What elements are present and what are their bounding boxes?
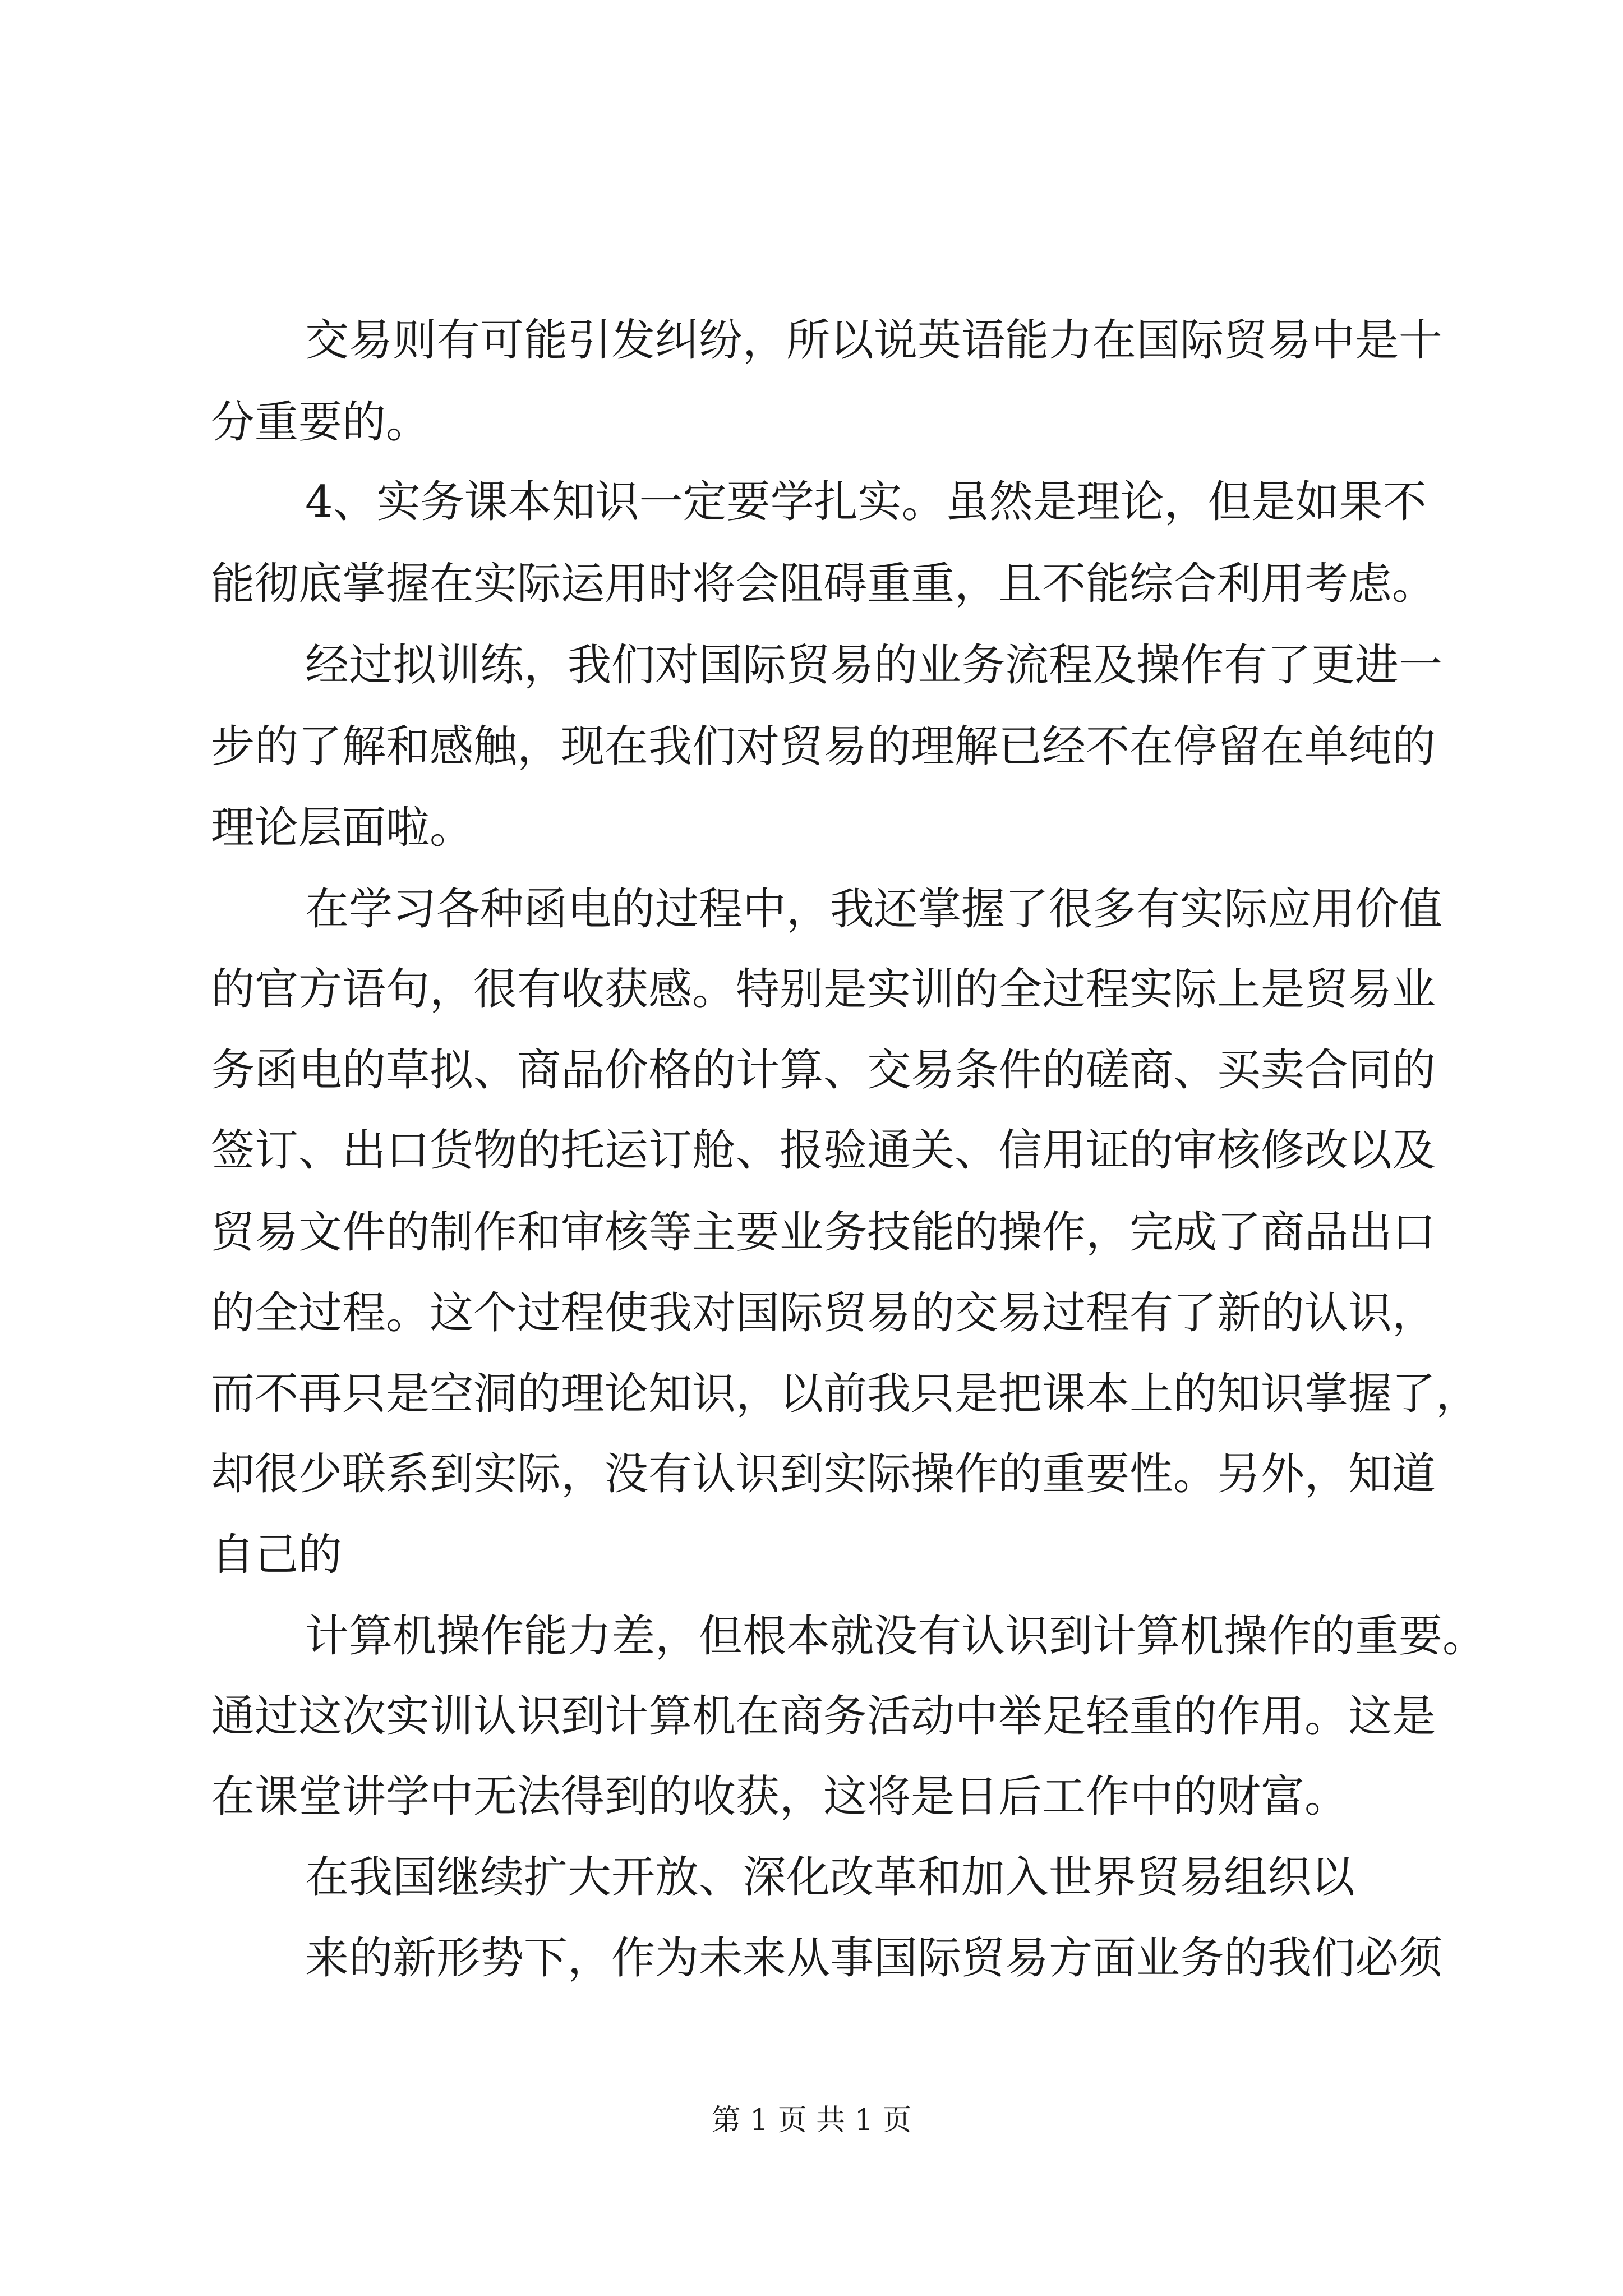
paragraph-line: 在课堂讲学中无法得到的收获，这将是日后工作中的财富。: [211, 1772, 1349, 1822]
paragraph-line: 能彻底掌握在实际运用时将会阻碍重重，且不能综合利用考虑。: [211, 559, 1436, 609]
paragraph-line: 的全过程。这个过程使我对国际贸易的交易过程有了新的认识，: [211, 1288, 1436, 1338]
paragraph-line: 交易则有可能引发纠纷，所以说英语能力在国际贸易中是十: [305, 315, 1443, 366]
paragraph-line: 在学习各种函电的过程中，我还掌握了很多有实际应用价值: [305, 884, 1443, 935]
page-number-footer: 第 1 页 共 1 页: [711, 2104, 912, 2137]
paragraph-line: 务函电的草拟、商品价格的计算、交易条件的磋商、买卖合同的: [211, 1045, 1436, 1096]
paragraph-line: 签订、出口货物的托运订舱、报验通关、信用证的审核修改以及: [211, 1125, 1436, 1176]
paragraph-line: 步的了解和感触，现在我们对贸易的理解已经不在停留在单纯的: [211, 721, 1436, 772]
paragraph-line: 来的新形势下，作为未来从事国际贸易方面业务的我们必须: [305, 1933, 1443, 1984]
paragraph-line: 4、实务课本知识一定要学扎实。虽然是理论，但是如果不: [305, 477, 1427, 527]
paragraph-line: 分重要的。: [211, 397, 430, 448]
paragraph-line: 计算机操作能力差，但根本就没有认识到计算机操作的重要。: [305, 1611, 1487, 1662]
paragraph-line: 自己的: [211, 1530, 343, 1580]
paragraph-line: 理论层面啦。: [211, 803, 474, 853]
paragraph-line: 在我国继续扩大开放、深化改革和加入世界贸易组织以: [305, 1852, 1355, 1903]
paragraph-line: 的官方语句，很有收获感。特别是实训的全过程实际上是贸易业: [211, 964, 1436, 1015]
paragraph-line: 经过拟训练，我们对国际贸易的业务流程及操作有了更进一: [305, 640, 1443, 691]
paragraph-line: 通过这次实训认识到计算机在商务活动中举足轻重的作用。这是: [211, 1691, 1436, 1742]
paragraph-line: 贸易文件的制作和审核等主要业务技能的操作，完成了商品出口: [211, 1207, 1436, 1258]
paragraph-line: 却很少联系到实际，没有认识到实际操作的重要性。另外，知道: [211, 1449, 1436, 1499]
paragraph-line: 而不再只是空洞的理论知识，以前我只是把课本上的知识掌握了，: [211, 1369, 1480, 1419]
